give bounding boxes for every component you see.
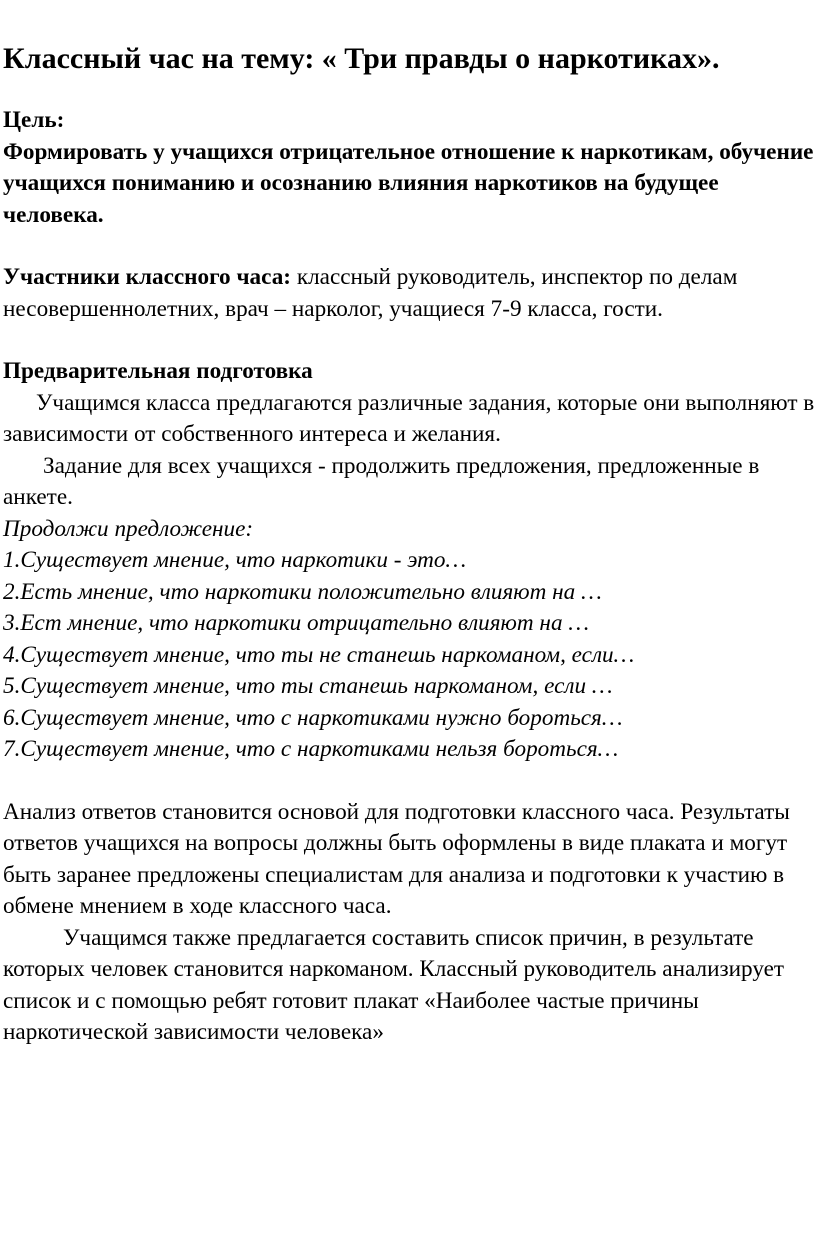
questionnaire-item: 4.Существует мнение, что ты не станешь наркоманом, если… [3,641,635,668]
questionnaire-item: 7.Существует мнение, что с наркотиками нельзя бороться… [3,736,619,762]
questionnaire-item: 2.Есть мнение, что наркотики положительно влияют на … [3,578,602,605]
spacer [3,231,816,262]
questionnaire-heading: Продолжи предложение: [3,515,254,542]
preparation-heading: Предварительная подготовка [3,358,313,384]
questionnaire-item: 5.Существует мнение, что ты станешь наркоманом, если … [3,673,613,699]
questionnaire-item: 6.Существует мнение, что с наркотиками нужно бороться… [3,704,623,731]
page-title: Классный час на тему: « Три правды о наркотиках». [3,42,720,75]
participants-text: классный руководитель, инспектор по делам несовершеннолетних, врач – нарколог, учащиеся 7-9 класса, гости. [3,264,738,322]
preparation-paragraph-1: Учащимся класса предлагаются различные задания, которые они выполняют в зависимости от собственного интереса и желания. [3,389,815,447]
spacer [3,766,816,797]
spacer [3,325,816,356]
participants-label: Участники классного часа: [3,264,292,290]
spacer [3,78,816,105]
questionnaire-item: 3.Ест мнение, что наркотики отрицательно влияют на … [3,610,589,636]
goal-label: Цель: [3,107,65,133]
questionnaire-item: 1.Существует мнение, что наркотики - это… [3,547,467,573]
analysis-paragraph-1: Анализ ответов становится основой для подготовки классного часа. Результаты ответов учащихся на вопросы должны быть оформлены в виде плаката и могут быть заранее предложены специалистам для анализа и подготовки к участию в обмене мнением в ходе классного часа. [3,798,790,919]
preparation-paragraph-2: Задание для всех учащихся - продолжить предложения, предложенные в анкете. [3,452,760,510]
analysis-paragraph-2: Учащимся также предлагается составить список причин, в результате которых человек становится наркоманом. Классный руководитель анализирует список и с помощью ребят готовит плакат «Наиболее частые причины наркотической зависимости человека» [3,924,785,1045]
goal-text: Формировать у учащихся отрицательное отношение к наркотикам, обучение учащихся пониманию и осознанию влияния наркотиков на будущее человека. [3,138,814,228]
participants-paragraph [3,262,816,325]
